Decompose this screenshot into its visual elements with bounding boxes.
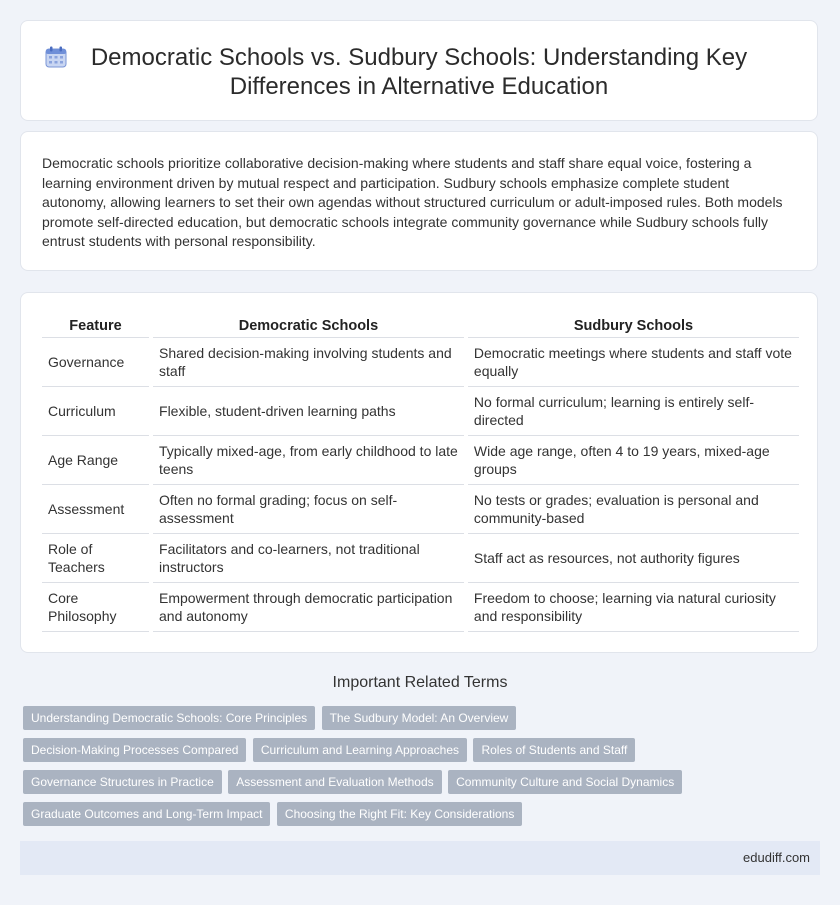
comparison-table (42, 315, 799, 632)
table-row (42, 485, 799, 534)
header-democratic: Democratic Schools (153, 315, 464, 338)
related-term-tag[interactable]: Choosing the Right Fit: Key Considerations (277, 802, 522, 826)
related-term-tag[interactable]: Community Culture and Social Dynamics (448, 770, 682, 794)
related-term-tag[interactable]: Graduate Outcomes and Long-Term Impact (23, 802, 270, 826)
site-name[interactable]: edudiff.com (743, 850, 810, 865)
page-title (21, 43, 817, 101)
related-term-tag[interactable]: Understanding Democratic Schools: Core Principles (23, 706, 315, 730)
intro-paragraph: Democratic schools prioritize collaborative decision-making where students and staff share equal voice, fostering a learning environment driven by mutual respect and participation. Sudbury schools emphasize complete student autonomy, allowing learners to set their own agendas without structured curriculum or adult-imposed rules. Both models promote self-directed education, but democratic schools integrate community governance while Sudbury schools fully entrust students with personal responsibility. (42, 155, 783, 250)
header-sudbury: Sudbury Schools (468, 315, 799, 338)
header-feature: Feature (42, 315, 149, 338)
sudbury-cell: Wide age range, often 4 to 19 years, mixed-age groups (468, 436, 799, 485)
sudbury-cell: No tests or grades; evaluation is personal and community-based (468, 485, 799, 534)
feature-cell: Age Range (42, 436, 149, 485)
feature-cell: Assessment (42, 485, 149, 534)
intro-card (20, 131, 818, 271)
title-line-2: Differences in Alternative Education (229, 73, 609, 100)
footer (20, 841, 820, 875)
header-card (20, 20, 818, 121)
democratic-cell: Empowerment through democratic participation and autonomy (153, 583, 464, 632)
related-term-tag[interactable]: Assessment and Evaluation Methods (228, 770, 441, 794)
comparison-card (20, 292, 818, 653)
table-row (42, 534, 799, 583)
democratic-cell: Facilitators and co-learners, not traditional instructors (153, 534, 464, 583)
calendar-icon (45, 46, 67, 68)
feature-cell: Role of Teachers (42, 534, 149, 583)
table-row (42, 387, 799, 436)
sudbury-cell: Freedom to choose; learning via natural curiosity and responsibility (468, 583, 799, 632)
feature-cell: Curriculum (42, 387, 149, 436)
sudbury-cell: No formal curriculum; learning is entirely self-directed (468, 387, 799, 436)
table-row (42, 436, 799, 485)
democratic-cell: Flexible, student-driven learning paths (153, 387, 464, 436)
table-row (42, 338, 799, 387)
related-term-tag[interactable]: Roles of Students and Staff (473, 738, 635, 762)
democratic-cell: Often no formal grading; focus on self-assessment (153, 485, 464, 534)
related-term-tag[interactable]: Governance Structures in Practice (23, 770, 222, 794)
democratic-cell: Shared decision-making involving students and staff (153, 338, 464, 387)
sudbury-cell: Staff act as resources, not authority figures (468, 534, 799, 583)
democratic-cell: Typically mixed-age, from early childhood to late teens (153, 436, 464, 485)
title-line-1: Democratic Schools vs. Sudbury Schools: Understanding Key (90, 44, 748, 71)
related-term-tag[interactable]: Curriculum and Learning Approaches (253, 738, 467, 762)
related-term-tag[interactable]: The Sudbury Model: An Overview (322, 706, 517, 730)
feature-cell: Core Philosophy (42, 583, 149, 632)
sudbury-cell: Democratic meetings where students and staff vote equally (468, 338, 799, 387)
related-terms-list (23, 706, 743, 834)
related-terms-heading: Important Related Terms (332, 674, 508, 691)
feature-cell: Governance (42, 338, 149, 387)
table-header-row (42, 315, 799, 338)
related-term-tag[interactable]: Decision-Making Processes Compared (23, 738, 246, 762)
table-row (42, 583, 799, 632)
